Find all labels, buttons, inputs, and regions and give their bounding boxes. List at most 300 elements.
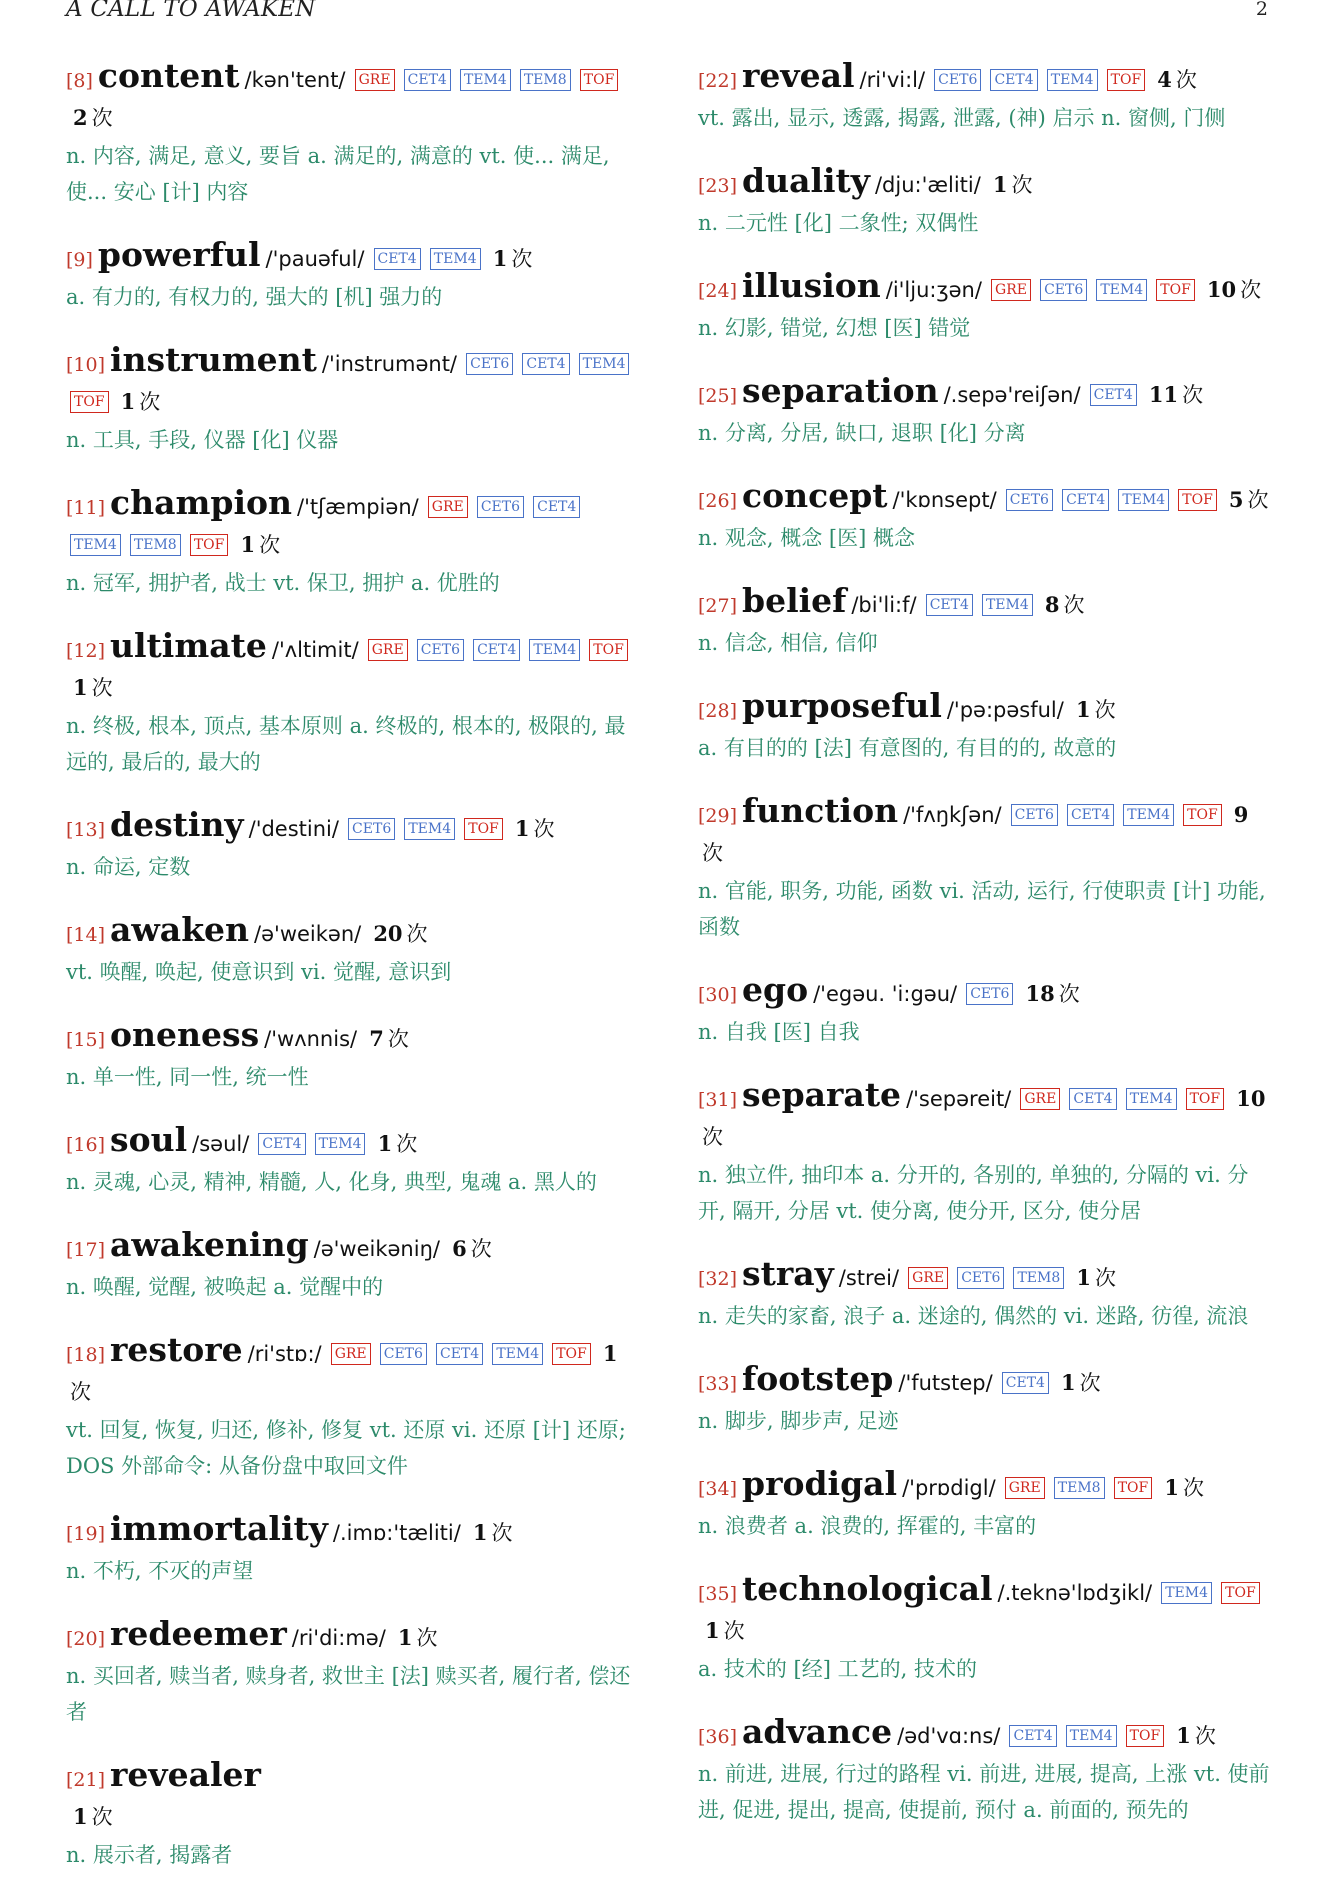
frequency-unit: 次 [416, 1626, 438, 1650]
frequency-unit: 次 [702, 1125, 723, 1149]
headword: concept [742, 476, 888, 515]
entry-header [66, 1757, 638, 1837]
entry-number: [9] [66, 249, 93, 271]
exam-tag: TEM4 [315, 1133, 366, 1155]
entry-header [66, 1511, 638, 1553]
frequency-count: 1 [992, 172, 1008, 197]
pronunciation: /i'lju:ʒən/ [885, 278, 982, 302]
exam-tag: GRE [991, 279, 1031, 301]
pronunciation: /'pauəful/ [265, 247, 365, 271]
pronunciation: /strei/ [838, 1266, 900, 1290]
vocab-entry [698, 583, 1270, 661]
entry-number: [35] [698, 1583, 738, 1605]
pronunciation: /dju:'æliti/ [874, 173, 981, 197]
exam-tag: GRE [368, 639, 408, 661]
exam-tag: GRE [428, 496, 468, 518]
definition: n. 不朽, 不灭的声望 [66, 1559, 254, 1583]
definition: n. 终极, 根本, 顶点, 基本原则 a. 终极的, 根本的, 极限的, 最远的, 最后的, 最大的 [66, 714, 626, 774]
pronunciation: /.imɒ:'tæliti/ [332, 1521, 461, 1545]
frequency-unit: 次 [91, 1805, 113, 1829]
vocab-entry [698, 1256, 1270, 1334]
entry-header [66, 237, 638, 279]
exam-tag: TEM4 [492, 1343, 543, 1365]
entry-number: [15] [66, 1029, 106, 1051]
entry-number: [24] [698, 280, 738, 302]
entry-number: [27] [698, 595, 738, 617]
entry-header [66, 1122, 638, 1164]
vocab-entry [66, 912, 638, 990]
entry-header [698, 478, 1270, 520]
definition: a. 有力的, 有权力的, 强大的 [机] 强力的 [66, 285, 443, 309]
entry-number: [8] [66, 70, 93, 92]
pronunciation: /kən'tent/ [244, 68, 346, 92]
pronunciation: /.teknə'lɒdʒikl/ [997, 1581, 1153, 1605]
vocab-entry [698, 1714, 1270, 1828]
pronunciation: /'fʌŋkʃən/ [903, 803, 1002, 827]
frequency-unit: 次 [491, 1521, 513, 1545]
frequency-unit: 次 [1095, 1266, 1116, 1290]
frequency-unit: 次 [1182, 383, 1204, 407]
frequency-unit: 次 [70, 1380, 91, 1404]
exam-tag: TOF [580, 69, 619, 91]
headword: content [97, 56, 240, 95]
exam-tag: CET6 [417, 639, 464, 661]
exam-tag: CET4 [1090, 384, 1137, 406]
page-number: 2 [1255, 0, 1268, 20]
vocab-entry [698, 972, 1270, 1050]
entry-number: [17] [66, 1239, 106, 1261]
definition: n. 分离, 分居, 缺口, 退职 [化] 分离 [698, 421, 1026, 445]
vocab-entry [66, 1511, 638, 1589]
definition: a. 有目的的 [法] 有意图的, 有目的的, 故意的 [698, 736, 1117, 760]
definition: n. 前进, 进展, 行过的路程 vi. 前进, 进展, 提高, 上涨 vt. 使前进, 促进, 提出, 提高, 使提前, 预付 a. 前面的, 预先的 [698, 1762, 1270, 1822]
headword: prodigal [742, 1464, 898, 1503]
frequency-count: 7 [369, 1026, 384, 1051]
entry-number: [34] [698, 1478, 738, 1500]
frequency-count: 1 [492, 246, 508, 271]
exam-tag: TEM8 [1054, 1477, 1105, 1499]
entry-header [698, 58, 1270, 100]
frequency-unit: 次 [1247, 488, 1269, 512]
exam-tag: CET4 [1069, 1088, 1116, 1110]
frequency-unit: 次 [1058, 982, 1080, 1006]
entry-number: [16] [66, 1134, 106, 1156]
headword: ego [742, 970, 809, 1009]
exam-tag: CET4 [1002, 1372, 1049, 1394]
exam-tag: CET6 [934, 69, 981, 91]
frequency-unit: 次 [1063, 593, 1085, 617]
frequency-unit: 次 [406, 922, 428, 946]
pronunciation: /'pə:pəsful/ [946, 698, 1064, 722]
exam-tag: CET4 [374, 248, 421, 270]
frequency-unit: 次 [91, 106, 113, 130]
frequency-count: 1 [472, 1520, 488, 1545]
exam-tag: CET4 [990, 69, 1037, 91]
exam-tag: GRE [331, 1343, 371, 1365]
entry-number: [14] [66, 924, 106, 946]
entry-header [66, 342, 638, 422]
vocab-entry [66, 1332, 638, 1484]
vocab-entry [698, 373, 1270, 451]
vocab-entry [66, 628, 638, 780]
exam-tag: CET6 [380, 1343, 427, 1365]
headword: technological [742, 1569, 993, 1608]
frequency-count: 1 [514, 816, 530, 841]
headword: separation [742, 371, 939, 410]
frequency-count: 2 [73, 105, 88, 130]
frequency-unit: 次 [1240, 278, 1262, 302]
pronunciation: /'sepəreit/ [906, 1087, 1012, 1111]
frequency-unit: 次 [533, 817, 555, 841]
frequency-count: 1 [1061, 1370, 1076, 1395]
exam-tag: TOF [190, 534, 229, 556]
entry-number: [11] [66, 497, 106, 519]
frequency-count: 11 [1148, 382, 1179, 407]
frequency-unit: 次 [91, 676, 113, 700]
vocab-entry [66, 1616, 638, 1730]
definition: n. 浪费者 a. 浪费的, 挥霍的, 丰富的 [698, 1514, 1037, 1538]
exam-tag: CET6 [466, 353, 513, 375]
exam-tag: GRE [908, 1267, 948, 1289]
headword: instrument [110, 340, 317, 379]
frequency-unit: 次 [702, 841, 723, 865]
frequency-count: 1 [73, 675, 88, 700]
frequency-count: 1 [705, 1618, 720, 1643]
exam-tag: CET4 [1067, 804, 1114, 826]
entry-number: [13] [66, 819, 106, 841]
frequency-count: 20 [373, 921, 403, 946]
vocab-entry [698, 268, 1270, 346]
headword: function [742, 791, 899, 830]
frequency-count: 1 [1176, 1723, 1191, 1748]
vocab-entry [698, 478, 1270, 556]
pronunciation: /bi'li:f/ [851, 593, 917, 617]
frequency-count: 6 [452, 1236, 467, 1261]
pronunciation: /ri'stɒ:/ [247, 1342, 322, 1366]
exam-tag: CET4 [404, 69, 451, 91]
entry-header [698, 972, 1270, 1014]
entry-number: [20] [66, 1628, 106, 1650]
exam-tag: CET4 [436, 1343, 483, 1365]
entry-header [698, 373, 1270, 415]
exam-tag: TOF [1114, 1477, 1153, 1499]
entry-header [698, 688, 1270, 730]
pronunciation: /'instrumənt/ [321, 352, 458, 376]
entry-header [698, 793, 1270, 873]
exam-tag: TOF [1186, 1088, 1225, 1110]
entry-header [66, 1616, 638, 1658]
vocab-entry [66, 1227, 638, 1305]
pronunciation: /'kɒnsept/ [892, 488, 997, 512]
frequency-unit: 次 [396, 1132, 418, 1156]
frequency-count: 18 [1025, 981, 1055, 1006]
headword: powerful [97, 235, 261, 274]
headword: ultimate [110, 626, 267, 665]
pronunciation: /'prɒdigl/ [902, 1476, 996, 1500]
entry-header [698, 583, 1270, 625]
frequency-unit: 次 [511, 247, 533, 271]
exam-tag: CET4 [473, 639, 520, 661]
exam-tag: TEM4 [1126, 1088, 1177, 1110]
vocab-entry [66, 58, 638, 210]
entry-header [698, 268, 1270, 310]
frequency-count: 1 [377, 1131, 393, 1156]
entry-header [66, 807, 638, 849]
vocab-entry [698, 1571, 1270, 1687]
definition: n. 买回者, 赎当者, 赎身者, 救世主 [法] 赎买者, 履行者, 偿还者 [66, 1664, 631, 1724]
entry-header [66, 485, 638, 565]
headword: duality [742, 161, 870, 200]
entry-number: [31] [698, 1089, 738, 1111]
definition: n. 展示者, 揭露者 [66, 1843, 233, 1867]
definition: n. 唤醒, 觉醒, 被唤起 a. 觉醒中的 [66, 1275, 384, 1299]
exam-tag: TEM4 [1047, 69, 1098, 91]
headword: revealer [110, 1755, 261, 1794]
exam-tag: CET4 [533, 496, 580, 518]
frequency-count: 1 [1164, 1475, 1179, 1500]
exam-tag: TOF [1183, 804, 1222, 826]
exam-tag: CET6 [957, 1267, 1004, 1289]
definition: n. 信念, 相信, 信仰 [698, 631, 878, 655]
entry-number: [25] [698, 385, 738, 407]
definition: vt. 唤醒, 唤起, 使意识到 vi. 觉醒, 意识到 [66, 960, 452, 984]
pronunciation: /ə'weikəniŋ/ [313, 1237, 440, 1261]
exam-tag: TEM8 [520, 69, 571, 91]
entry-header [698, 1714, 1270, 1756]
entry-header [698, 1361, 1270, 1403]
definition: n. 观念, 概念 [医] 概念 [698, 526, 915, 550]
vocab-entry [66, 237, 638, 315]
headword: reveal [742, 56, 855, 95]
entry-header [698, 1077, 1270, 1157]
exam-tag: TOF [1178, 489, 1217, 511]
frequency-unit: 次 [1175, 68, 1197, 92]
exam-tag: TEM4 [1066, 1725, 1117, 1747]
frequency-count: 9 [1233, 802, 1249, 827]
pronunciation: /'destini/ [248, 817, 339, 841]
headword: restore [110, 1330, 243, 1369]
frequency-unit: 次 [1094, 698, 1116, 722]
pronunciation: /səul/ [192, 1132, 250, 1156]
frequency-count: 8 [1044, 592, 1060, 617]
exam-tag: TEM4 [70, 534, 121, 556]
entry-header [698, 163, 1270, 205]
definition: n. 官能, 职务, 功能, 函数 vi. 活动, 运行, 行使职责 [计] 功能, 函数 [698, 879, 1266, 939]
pronunciation: /ri'di:mə/ [291, 1626, 386, 1650]
exam-tag: TEM8 [130, 534, 181, 556]
exam-tag: CET4 [1062, 489, 1109, 511]
frequency-count: 1 [120, 389, 136, 414]
vocab-entry [66, 1017, 638, 1095]
headword: awakening [110, 1225, 309, 1264]
exam-tag: TEM4 [579, 353, 630, 375]
vocab-entry [698, 58, 1270, 136]
frequency-unit: 次 [1182, 1476, 1204, 1500]
exam-tag: TEM4 [430, 248, 481, 270]
pronunciation: /'ʌltimit/ [271, 638, 359, 662]
exam-tag: CET6 [477, 496, 524, 518]
definition: n. 灵魂, 心灵, 精神, 精髓, 人, 化身, 典型, 鬼魂 a. 黑人的 [66, 1170, 597, 1194]
exam-tag: TOF [1221, 1582, 1260, 1604]
headword: purposeful [742, 686, 942, 725]
pronunciation: /ri'vi:l/ [859, 68, 926, 92]
headword: redeemer [110, 1614, 287, 1653]
exam-tag: CET4 [1009, 1725, 1056, 1747]
headword: separate [742, 1075, 902, 1114]
left-column [66, 58, 638, 1900]
exam-tag: TEM4 [460, 69, 511, 91]
exam-tag: CET6 [1006, 489, 1053, 511]
headword: champion [110, 483, 293, 522]
frequency-count: 10 [1206, 277, 1237, 302]
pronunciation: /əd'vɑ:ns/ [897, 1724, 1001, 1748]
frequency-count: 1 [602, 1341, 618, 1366]
headword: awaken [110, 910, 250, 949]
entry-number: [32] [698, 1268, 738, 1290]
right-column [698, 58, 1270, 1855]
exam-tag: TEM4 [1161, 1582, 1212, 1604]
definition: n. 自我 [医] 自我 [698, 1020, 860, 1044]
definition: n. 工具, 手段, 仪器 [化] 仪器 [66, 428, 339, 452]
entry-number: [12] [66, 640, 106, 662]
exam-tag: TOF [552, 1343, 591, 1365]
vocab-entry [66, 1122, 638, 1200]
frequency-count: 1 [73, 1804, 88, 1829]
vocab-entry [698, 793, 1270, 945]
headword: stray [742, 1254, 834, 1293]
exam-tag: CET4 [522, 353, 569, 375]
frequency-unit: 次 [470, 1237, 492, 1261]
exam-tag: TOF [70, 391, 109, 413]
entry-header [698, 1256, 1270, 1298]
vocab-entry [698, 1361, 1270, 1439]
entry-header [66, 912, 638, 954]
frequency-unit: 次 [723, 1619, 745, 1643]
definition: n. 单一性, 同一性, 统一性 [66, 1065, 309, 1089]
frequency-count: 1 [240, 532, 256, 557]
exam-tag: CET6 [1040, 279, 1087, 301]
frequency-count: 10 [1236, 1086, 1266, 1111]
definition: n. 脚步, 脚步声, 足迹 [698, 1409, 899, 1433]
entry-number: [19] [66, 1523, 106, 1545]
frequency-count: 1 [397, 1625, 413, 1650]
definition: n. 幻影, 错觉, 幻想 [医] 错觉 [698, 316, 971, 340]
vocab-entry [66, 1757, 638, 1873]
entry-header [66, 58, 638, 138]
exam-tag: CET6 [348, 818, 395, 840]
frequency-count: 5 [1228, 487, 1244, 512]
entry-header [66, 1332, 638, 1412]
entry-number: [18] [66, 1344, 106, 1366]
vocab-entry [698, 1077, 1270, 1229]
pronunciation: /'wʌnnis/ [264, 1027, 358, 1051]
exam-tag: GRE [355, 69, 395, 91]
entry-header [66, 1017, 638, 1059]
entry-number: [36] [698, 1726, 738, 1748]
entry-number: [23] [698, 175, 738, 197]
definition: n. 冠军, 拥护者, 战士 vt. 保卫, 拥护 a. 优胜的 [66, 571, 500, 595]
exam-tag: CET4 [926, 594, 973, 616]
exam-tag: TEM4 [1096, 279, 1147, 301]
definition: n. 内容, 满足, 意义, 要旨 a. 满足的, 满意的 vt. 使... 满足, 使... 安心 [计] 内容 [66, 144, 610, 204]
entry-number: [29] [698, 805, 738, 827]
exam-tag: TOF [1156, 279, 1195, 301]
pronunciation: /'futstep/ [898, 1371, 993, 1395]
exam-tag: CET6 [966, 983, 1013, 1005]
definition: n. 走失的家畜, 浪子 a. 迷途的, 偶然的 vi. 迷路, 彷徨, 流浪 [698, 1304, 1249, 1328]
pronunciation: /'tʃæmpiən/ [297, 495, 419, 519]
pronunciation: /ə'weikən/ [254, 922, 362, 946]
exam-tag: TOF [1126, 1725, 1165, 1747]
exam-tag: TEM4 [529, 639, 580, 661]
exam-tag: CET4 [258, 1133, 305, 1155]
headword: immortality [110, 1509, 328, 1548]
exam-tag: TEM8 [1013, 1267, 1064, 1289]
headword: illusion [742, 266, 881, 305]
frequency-count: 4 [1157, 67, 1172, 92]
exam-tag: TEM4 [982, 594, 1033, 616]
exam-tag: TOF [464, 818, 503, 840]
exam-tag: TEM4 [1123, 804, 1174, 826]
exam-tag: GRE [1020, 1088, 1060, 1110]
entry-header [66, 1227, 638, 1269]
entry-number: [10] [66, 354, 106, 376]
frequency-unit: 次 [1079, 1371, 1101, 1395]
headword: soul [110, 1120, 188, 1159]
vocab-entry [698, 1466, 1270, 1544]
definition: vt. 露出, 显示, 透露, 揭露, 泄露, (神) 启示 n. 窗侧, 门侧 [698, 106, 1226, 130]
exam-tag: CET6 [1011, 804, 1058, 826]
definition: n. 二元性 [化] 二象性; 双偶性 [698, 211, 979, 235]
entry-number: [28] [698, 700, 738, 722]
vocab-entry [66, 342, 638, 458]
exam-tag: TOF [589, 639, 628, 661]
exam-tag: TEM4 [1118, 489, 1169, 511]
vocab-entry [66, 807, 638, 885]
pronunciation: /.sepə'reiʃən/ [943, 383, 1081, 407]
exam-tag: TEM4 [404, 818, 455, 840]
entry-number: [26] [698, 490, 738, 512]
headword: oneness [110, 1015, 260, 1054]
vocab-entry [66, 485, 638, 601]
frequency-unit: 次 [259, 533, 281, 557]
entry-header [66, 628, 638, 708]
exam-tag: TOF [1107, 69, 1146, 91]
entry-number: [22] [698, 70, 738, 92]
frequency-count: 1 [1076, 1265, 1091, 1290]
document-title: A CALL TO AWAKEN [66, 0, 316, 22]
frequency-unit: 次 [139, 390, 161, 414]
exam-tag: GRE [1005, 1477, 1045, 1499]
vocab-entry [698, 163, 1270, 241]
definition: n. 独立件, 抽印本 a. 分开的, 各别的, 单独的, 分隔的 vi. 分开, 隔开, 分居 vt. 使分离, 使分开, 区分, 使分居 [698, 1163, 1249, 1223]
frequency-unit: 次 [1011, 173, 1033, 197]
frequency-unit: 次 [387, 1027, 409, 1051]
frequency-count: 1 [1075, 697, 1091, 722]
frequency-unit: 次 [1194, 1724, 1216, 1748]
definition: vt. 回复, 恢复, 归还, 修补, 修复 vt. 还原 vi. 还原 [计] 还原; DOS 外部命令: 从备份盘中取回文件 [66, 1418, 626, 1478]
entry-header [698, 1571, 1270, 1651]
pronunciation: /'egəu. 'i:gəu/ [813, 982, 958, 1006]
entry-number: [21] [66, 1769, 106, 1791]
headword: advance [742, 1712, 893, 1751]
entry-header [698, 1466, 1270, 1508]
headword: footstep [742, 1359, 894, 1398]
definition: a. 技术的 [经] 工艺的, 技术的 [698, 1657, 977, 1681]
headword: destiny [110, 805, 244, 844]
entry-number: [33] [698, 1373, 738, 1395]
vocab-entry [698, 688, 1270, 766]
